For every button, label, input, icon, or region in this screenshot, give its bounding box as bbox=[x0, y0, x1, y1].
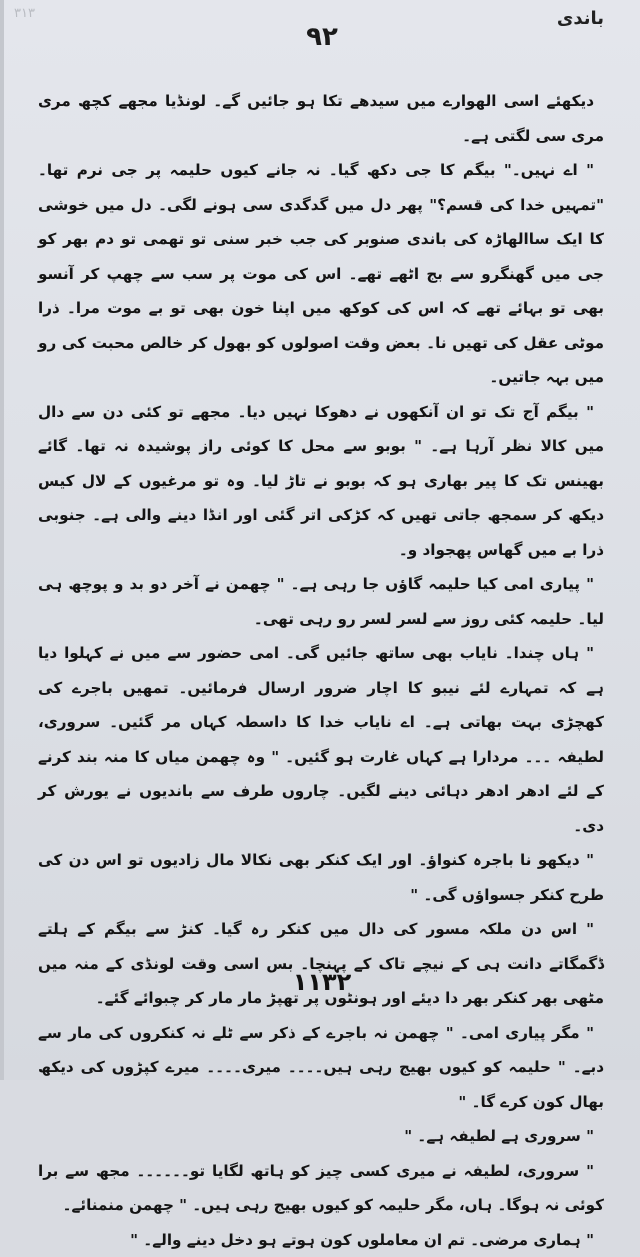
paragraph: " ہماری مرضی۔ تم ان معاملوں کون ہوتے ہو دخل دینے والے۔ " bbox=[38, 1223, 604, 1257]
paragraph: " سروری ہے لطیفہ ہے۔ " bbox=[38, 1119, 604, 1154]
page-header bbox=[4, 6, 640, 46]
paragraph: " اے نہیں۔" بیگم کا جی دکھ گیا۔ نہ جانے کیوں حلیمہ پر جی نرم تھا۔ "تمہیں خدا کی قسم؟" پھر دل میں گدگدی سی ہونے لگی۔ دل میں خوشی کا ایک ساالھاڑہ کی باندی صنوبر کی جب خبر سنی تو تھمی تو دم بھر کو جی میں گھنگرو سے بج اٹھے تھے۔ اس کی موت پر سب سے چھپ کر آنسو بھی تو بہائے تھے کہ اس کی کوکھ میں اپنا خون بھی تو بے موت مرا۔ ذرا موٹی عقل کی تھیں نا۔ بعض وقت اصولوں کو بھول کر خالص محبت کی رو میں بہہ جاتیں۔ bbox=[38, 153, 604, 395]
paragraph: " اس دن ملکہ مسور کی دال میں کنکر رہ گیا۔ کنڑ سے بیگم کے ہلتے ڈگمگاتے دانت ہی کے نیچے تاک کے پہنچا۔ بس اسی وقت لونڈی کے منہ میں مٹھی بھر کنکر بھر دا دیئے اور ہونٹوں پر تھپڑ مار مار کر چبوائے گئے۔ bbox=[38, 912, 604, 1016]
paragraph: " ہاں چندا۔ نایاب بھی ساتھ جائیں گی۔ امی حضور سے میں نے کہلوا دیا ہے کہ تمہارے لئے نیبو کا اچار ضرور ارسال فرمائیں۔ تمھیں باجرے کی کھچڑی بہت بھاتی ہے۔ اے نایاب خدا کا داسطہ کہاں مر گئیں۔ سروری، لطیفہ ۔۔۔ مردارا ہے کہاں غارت ہو گئیں۔ " وہ چھمن میاں کا منہ بند کرنے کے لئے ادھر ادھر دہائی دینے لگیں۔ چاروں طرف سے باندیوں نے یورش کر دی۔ bbox=[38, 636, 604, 843]
paragraph: " پیاری امی کیا حلیمہ گاؤں جا رہی ہے۔ " چھمن نے آخر دو بد و پوچھ ہی لیا۔ حلیمہ کئی روز سے لسر لسر رو رہی تھی۔ bbox=[38, 567, 604, 636]
paragraph: " بیگم آج تک تو ان آنکھوں نے دھوکا نہیں دیا۔ مجھے تو کئی دن سے دال میں کالا نظر آرہا ہے۔ " بوبو سے محل کا کوئی راز پوشیدہ نہ تھا۔ گائے بھینس تک کا پیر بھاری ہو کہ بوبو نے تاڑ لیا۔ وہ تو مرغیوں کے لال کیس دیکھ کر سمجھ جاتی تھیں کہ کڑکی اتر گئی اور انڈا دینے والی ہے۔ جنوبی ذرا بے میں گھاس پھجواد و۔ bbox=[38, 395, 604, 568]
paragraph: " سروری، لطیفہ نے میری کسی چیز کو ہاتھ لگایا تو۔۔۔۔۔۔ مجھ سے برا کوئی نہ ہوگا۔ ہاں، مگر حلیمہ کو کیوں بھیج رہی ہیں۔ " چھمن منمنائے۔ bbox=[38, 1154, 604, 1223]
paragraph: " دیکھو نا باجرہ کنواؤ۔ اور ایک کنکر بھی نکالا مال زادیوں تو اس دن کی طرح کنکر جسواؤں گی۔ " bbox=[38, 843, 604, 912]
running-title: باندی bbox=[557, 8, 604, 29]
paragraph: دیکھئے اسی الھوارے میں سیدھے تکا ہو جائیں گے۔ لونڈیا مجھے کچھ مری مری سی لگتی ہے۔ bbox=[38, 84, 604, 153]
paragraph: " مگر پیاری امی۔ " چھمن نہ باجرے کے ذکر سے ٹلے نہ کنکروں کی مار سے دبے۔ " حلیمہ کو کیوں بھیج رہی ہیں۔۔۔۔ میری۔۔۔۔ میرے کپڑوں کی دیکھ بھال کون کرے گا۔ " bbox=[38, 1016, 604, 1120]
page-number: ۹۲ bbox=[4, 22, 640, 52]
footer-number: ۱۱۳۲ bbox=[4, 968, 640, 996]
body-text bbox=[38, 84, 604, 1257]
corner-mark: ۳۱۳ bbox=[14, 6, 35, 21]
